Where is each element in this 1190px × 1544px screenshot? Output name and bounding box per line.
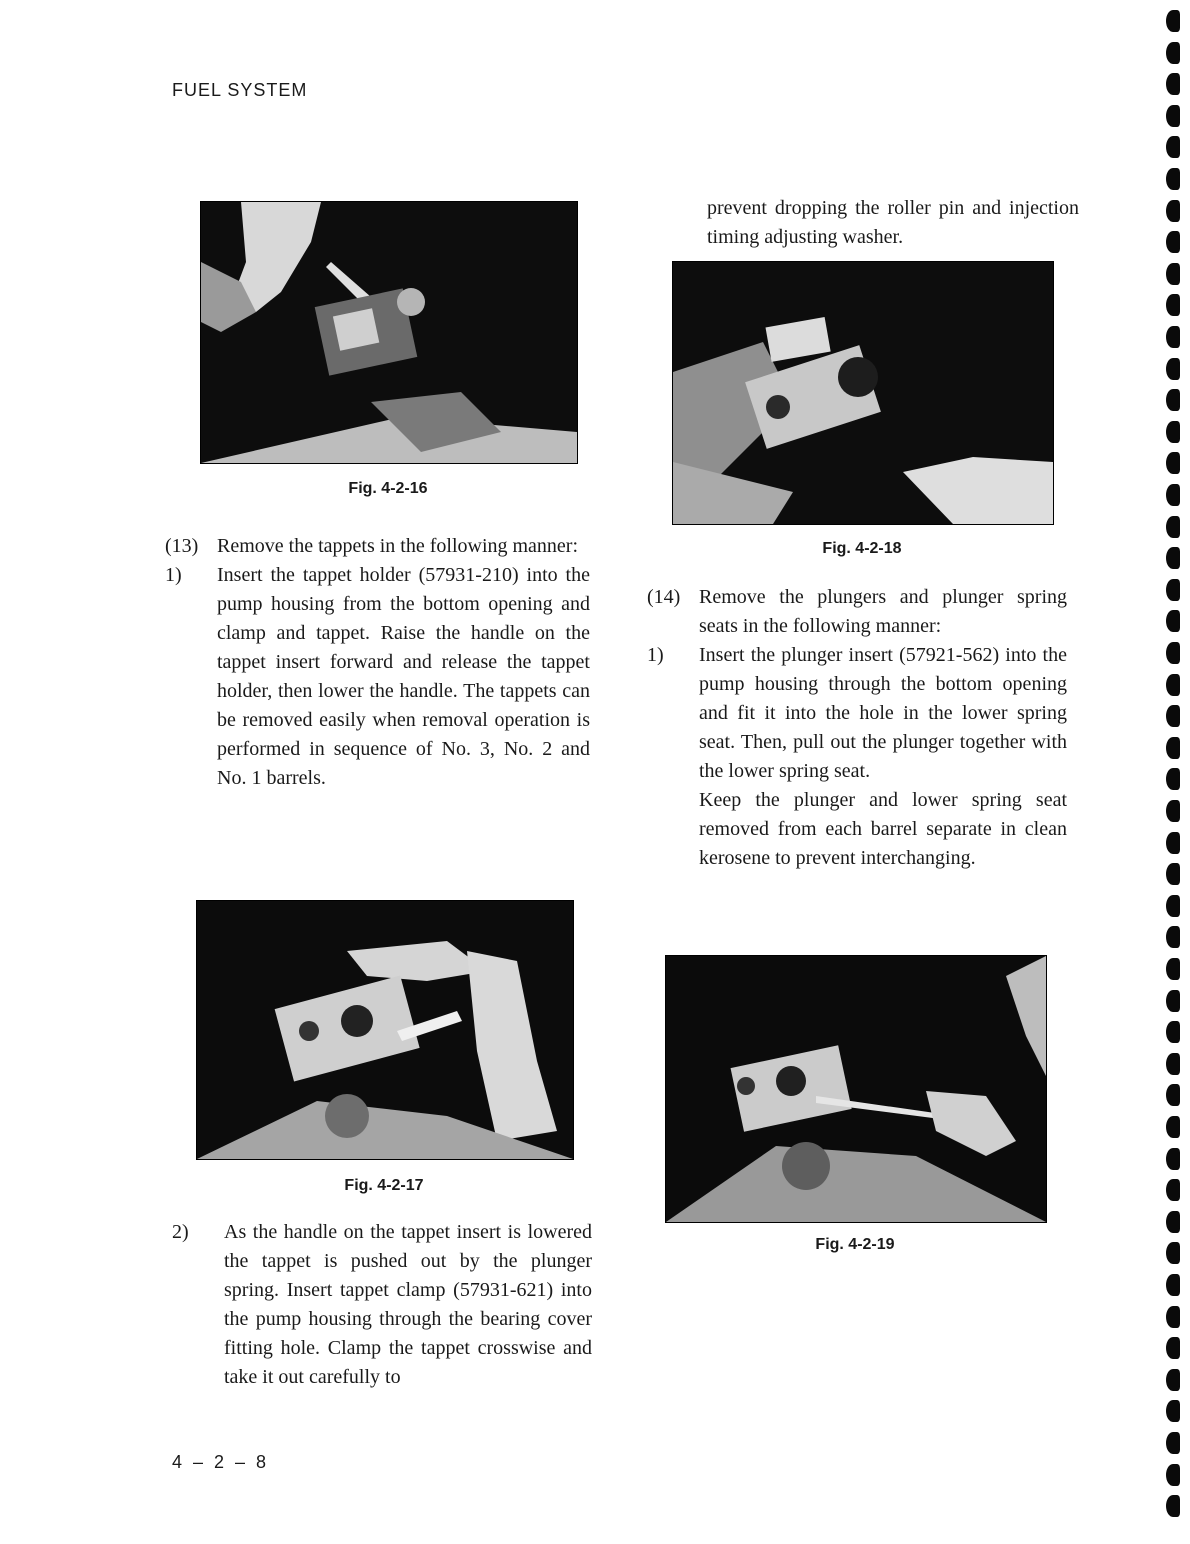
binder-hole [1166,768,1180,790]
binder-hole [1166,389,1180,411]
binder-hole [1166,73,1180,95]
left-step-1 [165,561,590,793]
binder-hole [1166,1084,1180,1106]
photo-fig-4-2-16 [200,201,578,464]
binder-hole [1166,926,1180,948]
item-14-text: Remove the plungers and plunger spring seats in the following manner: [699,586,1067,637]
binder-hole [1166,1179,1180,1201]
binder-hole [1166,1242,1180,1264]
binder-hole [1166,863,1180,885]
binder-hole [1166,136,1180,158]
binder-hole [1166,990,1180,1012]
left-step-2-text: As the handle on the tappet insert is lowered the tappet is pushed out by the plunger spring. Insert tappet clamp (57931-621) into the pump housing through the bearing cover fitting hole. Clamp the tappet crosswise and take it out carefully to [224,1221,592,1388]
caption-fig-4-2-19: Fig. 4-2-19 [815,1236,895,1253]
binder-hole [1166,294,1180,316]
item-14-number: (14) [647,586,681,608]
right-step-1-number: 1) [647,644,664,666]
left-step-2-number: 2) [172,1221,189,1243]
binder-hole [1166,958,1180,980]
continuation-paragraph: prevent dropping the roller pin and injection timing adjusting washer. [707,197,1079,248]
binder-hole [1166,452,1180,474]
page-header: FUEL SYSTEM [172,80,308,100]
binder-hole [1166,10,1180,32]
item-13-text: Remove the tappets in the following manner: [217,535,579,557]
binder-hole [1166,1053,1180,1075]
binder-hole [1166,1274,1180,1296]
binder-hole [1166,1211,1180,1233]
item-13 [165,532,590,561]
binder-hole [1166,832,1180,854]
binder-hole [1166,674,1180,696]
binder-hole [1166,610,1180,632]
binder-hole [1166,200,1180,222]
binder-hole [1166,421,1180,443]
binder-hole [1166,800,1180,822]
left-column-text [165,532,590,793]
item-13-number: (13) [165,535,199,557]
page-number: 4 – 2 – 8 [172,1452,270,1472]
right-step-1-note: Keep the plunger and lower spring seat removed from each barrel separate in clean kerosene to prevent interchanging. [699,789,1067,869]
binder-hole [1166,1432,1180,1454]
binder-hole [1166,105,1180,127]
binder-hole [1166,231,1180,253]
caption-fig-4-2-17: Fig. 4-2-17 [344,1177,424,1194]
binder-hole [1166,168,1180,190]
binder-hole [1166,895,1180,917]
left-column-text-lower [172,1218,592,1392]
right-step-1-text: Insert the plunger insert (57921-562) into the pump housing through the bottom opening and fit it into the hole in the lower spring seat. Then, pull out the plunger together with the lower spring seat. [699,644,1067,782]
photo-fig-4-2-19 [665,955,1047,1223]
caption-fig-4-2-16: Fig. 4-2-16 [348,480,428,497]
right-column-text [647,583,1067,873]
binder-hole [1166,1116,1180,1138]
binder-hole [1166,547,1180,569]
photo-fig-4-2-17 [196,900,574,1160]
right-step-1 [647,641,1067,786]
binder-hole [1166,42,1180,64]
binder-hole [1166,1369,1180,1391]
binder-hole [1166,1021,1180,1043]
binder-hole [1166,326,1180,348]
binder-hole [1166,484,1180,506]
binder-hole [1166,516,1180,538]
binder-hole [1166,358,1180,380]
binder-hole [1166,1464,1180,1486]
left-step-1-number: 1) [165,564,182,586]
binder-holes [1166,10,1182,1534]
left-step-2 [172,1218,592,1392]
caption-fig-4-2-18: Fig. 4-2-18 [822,540,902,557]
binder-hole [1166,1337,1180,1359]
binder-hole [1166,705,1180,727]
binder-hole [1166,263,1180,285]
right-continuation-text [707,194,1079,252]
binder-hole [1166,1495,1180,1517]
binder-hole [1166,1400,1180,1422]
binder-hole [1166,642,1180,664]
photo-fig-4-2-18 [672,261,1054,525]
binder-hole [1166,579,1180,601]
item-14 [647,583,1067,641]
left-step-1-text: Insert the tappet holder (57931-210) into the pump housing from the bottom opening and clamp and tappet. Raise the handle on the tappet insert forward and release the tappet holder, then lower the handle. The tappets can be removed easily when removal operation is performed in sequence of No. 3, No. 2 and No. 1 barrels. [217,564,590,789]
binder-hole [1166,1148,1180,1170]
binder-hole [1166,737,1180,759]
binder-hole [1166,1306,1180,1328]
